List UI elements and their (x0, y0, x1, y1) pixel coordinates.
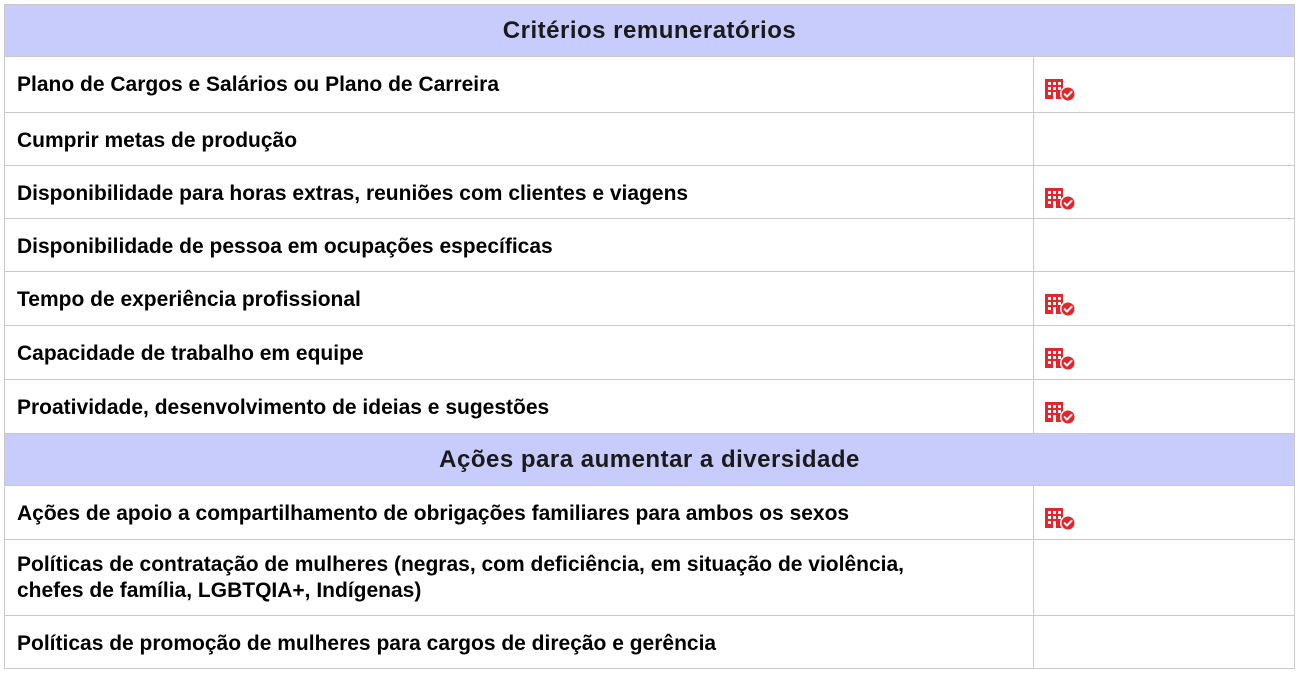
table-row (5, 57, 1295, 113)
section-header (5, 5, 1295, 57)
company-check-icon (1045, 188, 1079, 212)
table-row (5, 326, 1295, 380)
row-status (1034, 57, 1295, 113)
row-label: Cumprir metas de produção (5, 113, 1034, 166)
row-status (1034, 540, 1295, 616)
row-status (1034, 166, 1295, 219)
company-check-icon (1045, 79, 1079, 103)
table-row (5, 486, 1295, 540)
row-label: Ações de apoio a compartilhamento de obrigações familiares para ambos os sexos (5, 486, 1034, 540)
row-status (1034, 326, 1295, 380)
table-row (5, 113, 1295, 166)
table-row (5, 380, 1295, 434)
section-title: Ações para aumentar a diversidade (5, 434, 1295, 486)
row-status (1034, 486, 1295, 540)
row-label: Plano de Cargos e Salários ou Plano de Carreira (5, 57, 1034, 113)
row-status (1034, 616, 1295, 669)
table-row (5, 540, 1295, 616)
company-check-icon (1045, 402, 1079, 426)
company-check-icon (1045, 294, 1079, 318)
table-row (5, 219, 1295, 272)
row-label: Proatividade, desenvolvimento de ideias e sugestões (5, 380, 1034, 434)
row-label: Disponibilidade de pessoa em ocupações específicas (5, 219, 1034, 272)
row-label: Políticas de promoção de mulheres para cargos de direção e gerência (5, 616, 1034, 669)
row-label: Capacidade de trabalho em equipe (5, 326, 1034, 380)
table-row (5, 166, 1295, 219)
row-status (1034, 219, 1295, 272)
table-row (5, 616, 1295, 669)
row-label: Políticas de contratação de mulheres (negras, com deficiência, em situação de violência, chefes de família, LGBTQIA+, Indígenas) (5, 540, 1034, 616)
criteria-table (4, 4, 1295, 669)
row-status (1034, 272, 1295, 326)
company-check-icon (1045, 348, 1079, 372)
row-status (1034, 113, 1295, 166)
row-label: Tempo de experiência profissional (5, 272, 1034, 326)
row-label: Disponibilidade para horas extras, reuniões com clientes e viagens (5, 166, 1034, 219)
section-title: Critérios remuneratórios (5, 5, 1295, 57)
table-row (5, 272, 1295, 326)
company-check-icon (1045, 508, 1079, 532)
row-status (1034, 380, 1295, 434)
section-header (5, 434, 1295, 486)
